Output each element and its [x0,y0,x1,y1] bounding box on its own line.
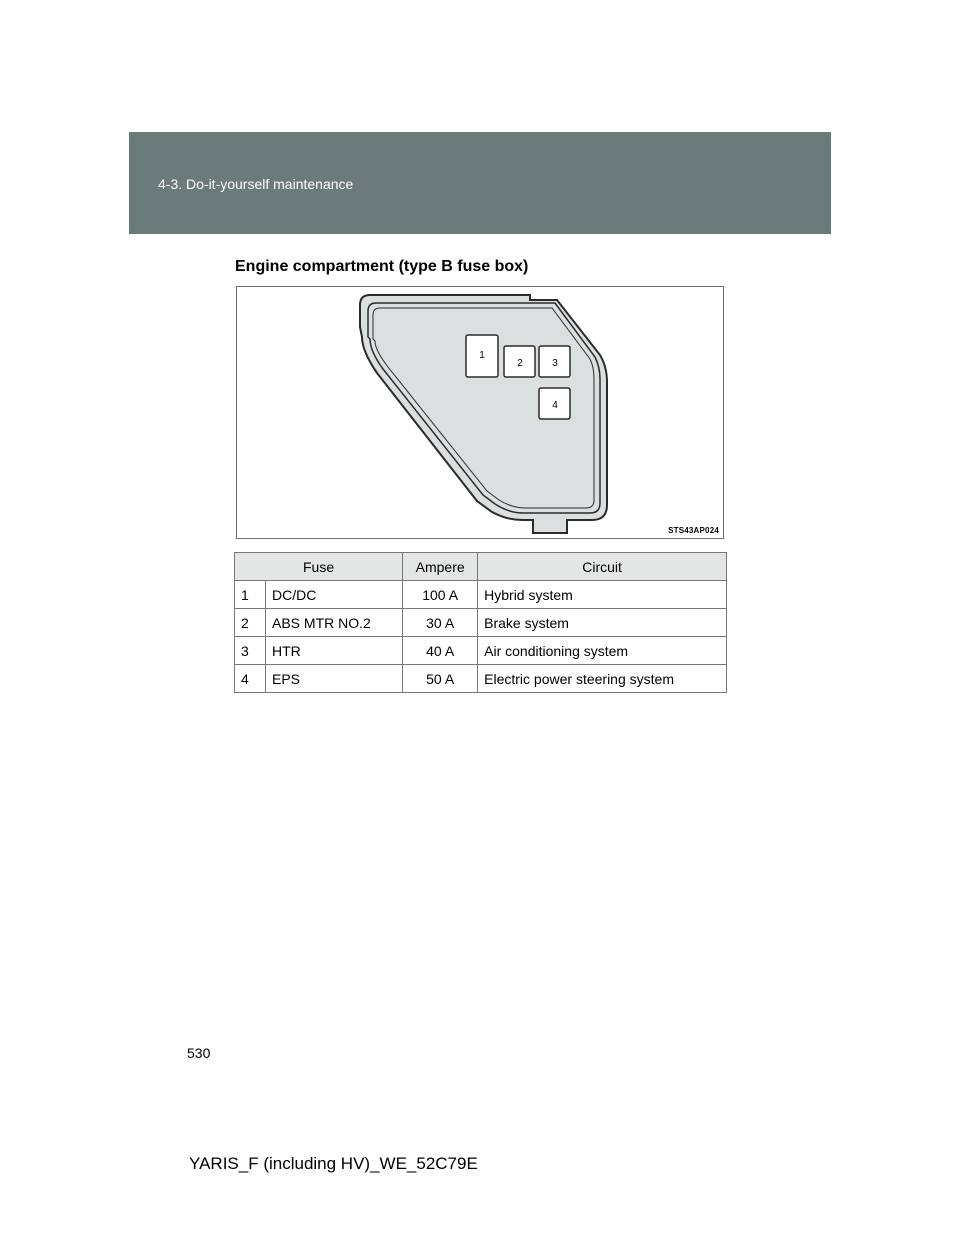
fuse-name: DC/DC [266,581,403,609]
fuse-ampere: 100 A [403,581,478,609]
fuse-2 [504,346,535,377]
fuse-1-label: 1 [479,350,485,361]
footer-text: YARIS_F (including HV)_WE_52C79E [189,1154,478,1173]
fuse-ampere: 30 A [403,609,478,637]
fuse-circuit: Hybrid system [478,581,727,609]
table-header-row [235,553,727,581]
fuse-name: HTR [266,637,403,665]
table-row [235,665,727,693]
figure-code: STS43AP024 [668,526,719,535]
fuse-name: EPS [266,665,403,693]
fuse-3-label: 3 [552,358,558,369]
fuse-box-illustration [237,287,725,540]
page-heading: Engine compartment (type B fuse box) [235,258,529,275]
header-band [129,132,831,234]
header-circuit: Circuit [478,553,727,581]
fuse-circuit: Brake system [478,609,727,637]
fuse-1 [466,335,498,377]
fuse-table [234,552,727,693]
table-row [235,609,727,637]
fuse-circuit: Electric power steering system [478,665,727,693]
fuse-number: 4 [235,665,266,693]
header-ampere: Ampere [403,553,478,581]
fuse-3 [539,346,570,377]
section-title: 4-3. Do-it-yourself maintenance [158,176,354,192]
fuse-4 [539,388,570,419]
fuse-number: 2 [235,609,266,637]
fuse-number: 3 [235,637,266,665]
fuse-ampere: 40 A [403,637,478,665]
table-row [235,581,727,609]
fuse-4-label: 4 [552,400,558,411]
page-number: 530 [187,1045,211,1061]
fuse-2-label: 2 [517,358,523,369]
fuse-number: 1 [235,581,266,609]
fuse-circuit: Air conditioning system [478,637,727,665]
fuse-ampere: 50 A [403,665,478,693]
fuse-box-figure [236,286,724,539]
table-row [235,637,727,665]
header-fuse: Fuse [235,553,403,581]
fuse-name: ABS MTR NO.2 [266,609,403,637]
